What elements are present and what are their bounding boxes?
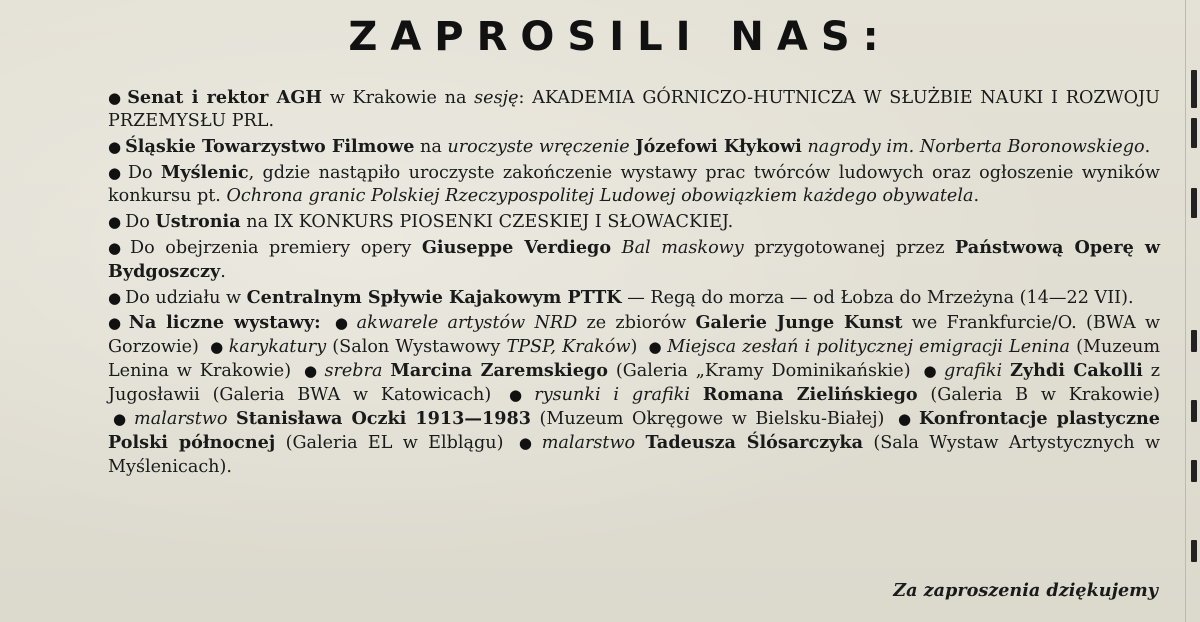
bullet-icon: ● xyxy=(509,386,530,404)
bullet-icon: ● xyxy=(210,337,224,356)
page-title: ZAPROSILI NAS: xyxy=(348,14,892,60)
exhibition-venue: (Salon Wystawowy xyxy=(326,336,507,357)
item-text xyxy=(690,385,703,405)
exhibition-venue: (Muzeum Lenina w Krakowie) xyxy=(108,336,1161,381)
item-text: Do udziału w xyxy=(125,287,247,308)
org-name: Śląskie Towarzystwo Filmowe xyxy=(125,136,415,157)
bullet-icon: ● xyxy=(108,288,122,307)
exhibition-subject: malarstwo xyxy=(541,433,636,454)
place-name: Myślenic xyxy=(160,161,249,183)
bullet-icon: ● xyxy=(334,314,352,333)
item-text: — Regą do morza — od Łobza do Mrzeżyna (14—22 VII). xyxy=(621,287,1134,308)
edge-mark xyxy=(1191,118,1197,148)
person-name: Józefowi Kłykowi xyxy=(635,136,802,157)
exhibition-author: Zyhdi Cakolli xyxy=(1010,359,1143,381)
exhibition-subject: akwarele artystów NRD xyxy=(356,313,578,334)
exhibition-author: Konfrontacje plastyczne Polski północnej xyxy=(108,408,1160,454)
bullet-icon: ● xyxy=(113,410,130,429)
exhibition-venue: (Galeria „Kramy Dominikańskie) xyxy=(607,360,911,381)
bullet-icon: ● xyxy=(108,314,125,333)
edge-mark xyxy=(1191,400,1197,422)
event-type: sesję xyxy=(474,88,519,108)
item-text: . xyxy=(1144,137,1151,157)
exhibition-subject: srebra xyxy=(324,360,383,381)
exhibition-venue: (Galeria EL w Elblągu) xyxy=(275,433,504,454)
exhibition-subject: grafiki xyxy=(943,360,1003,381)
event-type: uroczyste wręczenie xyxy=(447,137,630,157)
bullet-icon: ● xyxy=(518,434,537,453)
event-name: Centralnym Spływie Kajakowym PTTK xyxy=(246,286,622,308)
exhibition-venue: we Frankfurcie/O. (BWA w Gorzowie) xyxy=(108,313,1161,357)
closing-thanks: Za zaproszenia dziękujemy xyxy=(893,580,1158,601)
bullet-icon: ● xyxy=(923,361,939,380)
exhibitions-intro: Na liczne wystawy: xyxy=(128,312,321,334)
exhibition-author: Tadeusza Ślósarczyka xyxy=(645,432,864,454)
bullet-icon: ● xyxy=(108,163,124,182)
exhibition-subject: Miejsca zesłań i politycznej emigracji Lenina xyxy=(667,336,1070,357)
item-text: w Krakowie na xyxy=(321,88,475,108)
exhibition-author: Galerie Junge Kunst xyxy=(695,312,903,334)
item-text: Do xyxy=(127,162,161,183)
opera-title: Bal maskowy xyxy=(621,237,744,258)
exhibition-author: Romana Zielińskiego xyxy=(702,384,918,405)
item-text: , gdzie nastąpiło uroczyste zakończenie wystawy prac twórców ludowych oraz ogłoszenie wyników konkursu pt. xyxy=(108,162,1160,206)
bullet-icon: ● xyxy=(108,89,124,107)
list-item xyxy=(108,286,1160,310)
item-text xyxy=(1002,361,1010,381)
item-text xyxy=(228,409,237,429)
exhibition-author: Stanisława Oczki 1913—1983 xyxy=(236,408,531,430)
bullet-icon: ● xyxy=(108,138,122,156)
item-text: przygotowanej przez xyxy=(743,237,956,258)
item-text xyxy=(611,238,622,258)
exhibition-venue: (Sala Wystaw Artystycznych w Myślenicach). xyxy=(108,433,1161,477)
edge-mark xyxy=(1191,330,1197,352)
opera-house: Państwową Operę w Bydgoszczy xyxy=(108,236,1161,282)
exhibitions-list xyxy=(108,311,1160,478)
bullet-icon: ● xyxy=(108,238,127,257)
exhibition-venue: (Muzeum Okręgowe w Bielsku-Białej) xyxy=(530,409,885,430)
exhibition-subject: karykatury xyxy=(228,336,327,357)
bullet-icon: ● xyxy=(897,410,914,429)
bullet-icon: ● xyxy=(108,212,122,231)
item-text: : AKADEMIA GÓRNICZO-HUTNICZA W SŁUŻBIE NAUKI I ROZWOJU PRZEMYSŁU PRL. xyxy=(108,88,1160,132)
exhibition-subject: malarstwo xyxy=(134,409,228,430)
edge-mark xyxy=(1191,540,1197,562)
item-text: . xyxy=(220,261,226,282)
bullet-icon: ● xyxy=(648,337,663,356)
exhibition-author: Marcina Zaremskiego xyxy=(390,359,608,381)
edge-mark xyxy=(1191,188,1197,218)
award-name: nagrody im. Norberta Boronowskiego xyxy=(807,137,1145,157)
bullet-icon: ● xyxy=(304,361,320,380)
place-name: Ustronia xyxy=(155,210,241,232)
list-item xyxy=(108,210,1160,234)
org-name: Senat i rektor AGH xyxy=(127,87,322,108)
exhibition-venue-italic: TPSP, Kraków xyxy=(506,336,631,357)
edge-mark xyxy=(1191,70,1197,108)
item-text: Do xyxy=(125,211,156,232)
item-text: ) xyxy=(630,336,638,357)
item-text: ze zbiorów xyxy=(577,313,696,334)
list-item xyxy=(108,86,1160,133)
page-edge-rule xyxy=(1185,0,1200,622)
list-item xyxy=(108,135,1160,159)
exhibition-venue: (Galeria B w Krakowie) xyxy=(917,385,1161,405)
item-text: na IX KONKURS PIOSENKI CZESKIEJ I SŁOWACKIEJ. xyxy=(240,211,734,232)
exhibition-venue: z Jugosławii (Galeria BWA w Katowicach) xyxy=(108,360,1160,405)
item-text: . xyxy=(973,186,980,206)
article-body xyxy=(108,86,1160,480)
list-item xyxy=(108,236,1160,284)
composer-name: Giuseppe Verdiego xyxy=(421,236,612,258)
edge-mark xyxy=(1191,460,1197,482)
list-item xyxy=(108,161,1160,208)
item-text: na xyxy=(414,137,448,157)
item-text: Do obejrzenia premiery opery xyxy=(130,237,422,258)
exhibition-subject: rysunki i grafiki xyxy=(534,385,691,405)
contest-title: Ochrona granic Polskiej Rzeczypospolitej Ludowej obowiązkiem każdego obywatela xyxy=(226,186,974,206)
item-text xyxy=(635,433,645,453)
